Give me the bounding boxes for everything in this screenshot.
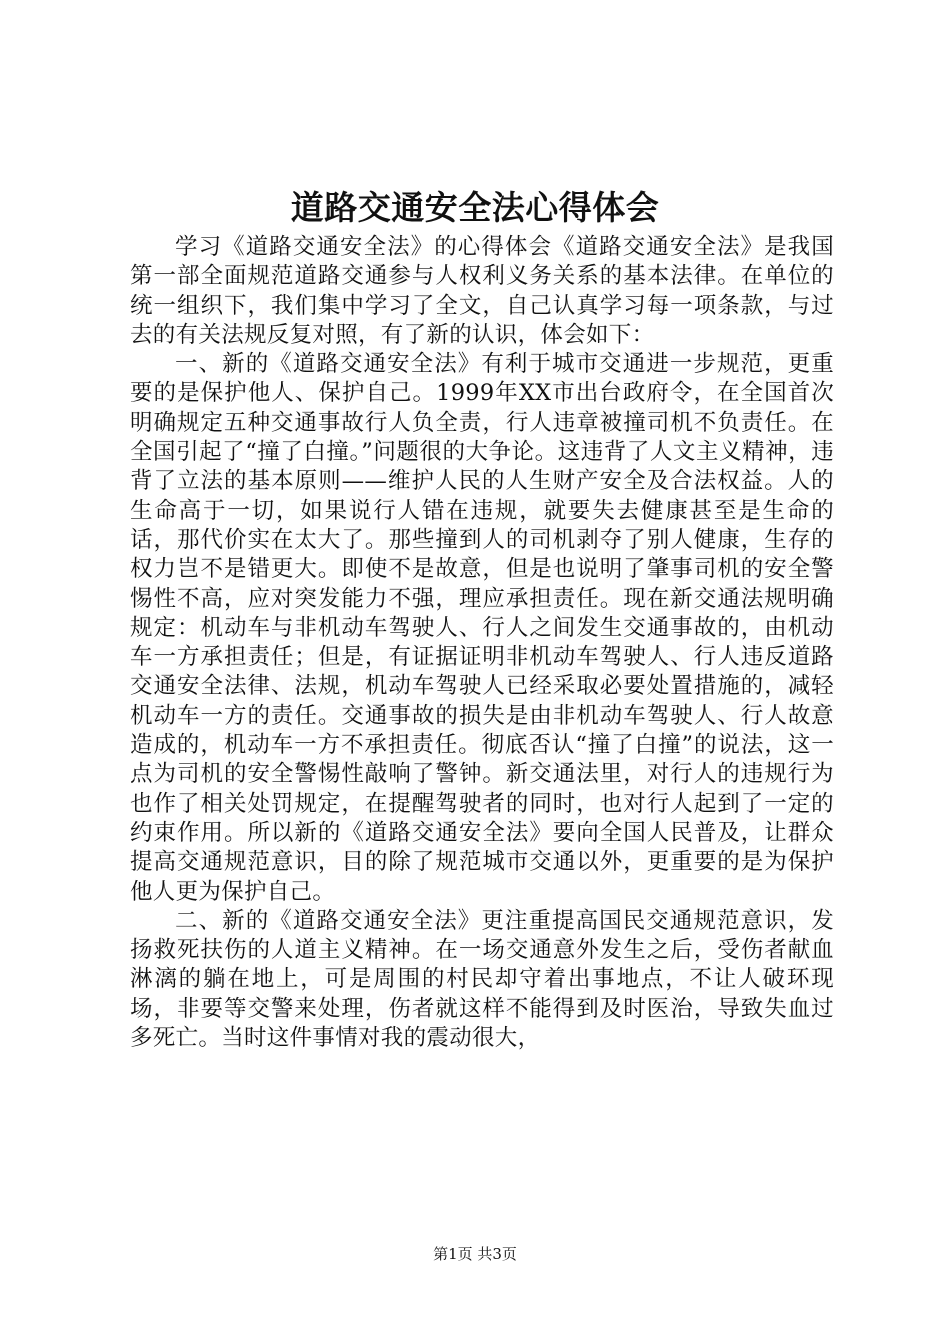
document-body [130, 233, 834, 1053]
page-number-footer: 第1页 共3页 [433, 1245, 517, 1263]
paragraph-intro: 学习《道路交通安全法》的心得体会《道路交通安全法》是我国第一部全面规范道路交通参与人权利义务关系的基本法律。在单位的统一组织下，我们集中学习了全文，自己认真学习每一项条款，与过去的有关法规反复对照，有了新的认识，体会如下： [130, 234, 834, 348]
paragraph-section-2: 二、新的《道路交通安全法》更注重提高国民交通规范意识，发扬救死扶伤的人道主义精神。在一场交通意外发生之后，受伤者献血淋漓的躺在地上，可是周围的村民却守着出事地点，不让人破环现场，非要等交警来处理，伤者就这样不能得到及时医治，导致失血过多死亡。当时这件事情对我的震动很大， [130, 907, 834, 1052]
paragraph-section-1: 一、新的《道路交通安全法》有利于城市交通进一步规范，更重要的是保护他人、保护自己。1999年XX市出台政府令，在全国首次明确规定五种交通事故行人负全责，行人违章被撞司机不负责任。在全国引起了“撞了白撞。”问题很的大争论。这违背了人文主义精神，违背了立法的基本原则——维护人民的人生财产安全及合法权益。人的生命高于一切，如果说行人错在违规，就要失去健康甚至是生命的话，那代价实在太大了。那些撞到人的司机剥夺了别人健康，生存的权力岂不是错更大。即使不是故意，但是也说明了肇事司机的安全警惕性不高，应对突发能力不强，理应承担责任。现在新交通法规明确规定：机动车与非机动车驾驶人、行人之间发生交通事故的，由机动车一方承担责任；但是，有证据证明非机动车驾驶人、行人违反道路交通安全法律、法规，机动车驾驶人已经采取必要处置措施的，减轻机动车一方的责任。交通事故的损失是由非机动车驾驶人、行人故意造成的，机动车一方不承担责任。彻底否认“撞了白撞”的说法，这一点为司机的安全警惕性敲响了警钟。新交通法里，对行人的违规行为也作了相关处罚规定，在提醒驾驶者的同时，也对行人起到了一定的约束作用。所以新的《道路交通安全法》要向全国人民普及，让群众提高交通规范意识，目的除了规范城市交通以外，更重要的是为保护他人更为保护自己。 [130, 351, 834, 905]
document-title: 道路交通安全法心得体会 [290, 188, 660, 227]
